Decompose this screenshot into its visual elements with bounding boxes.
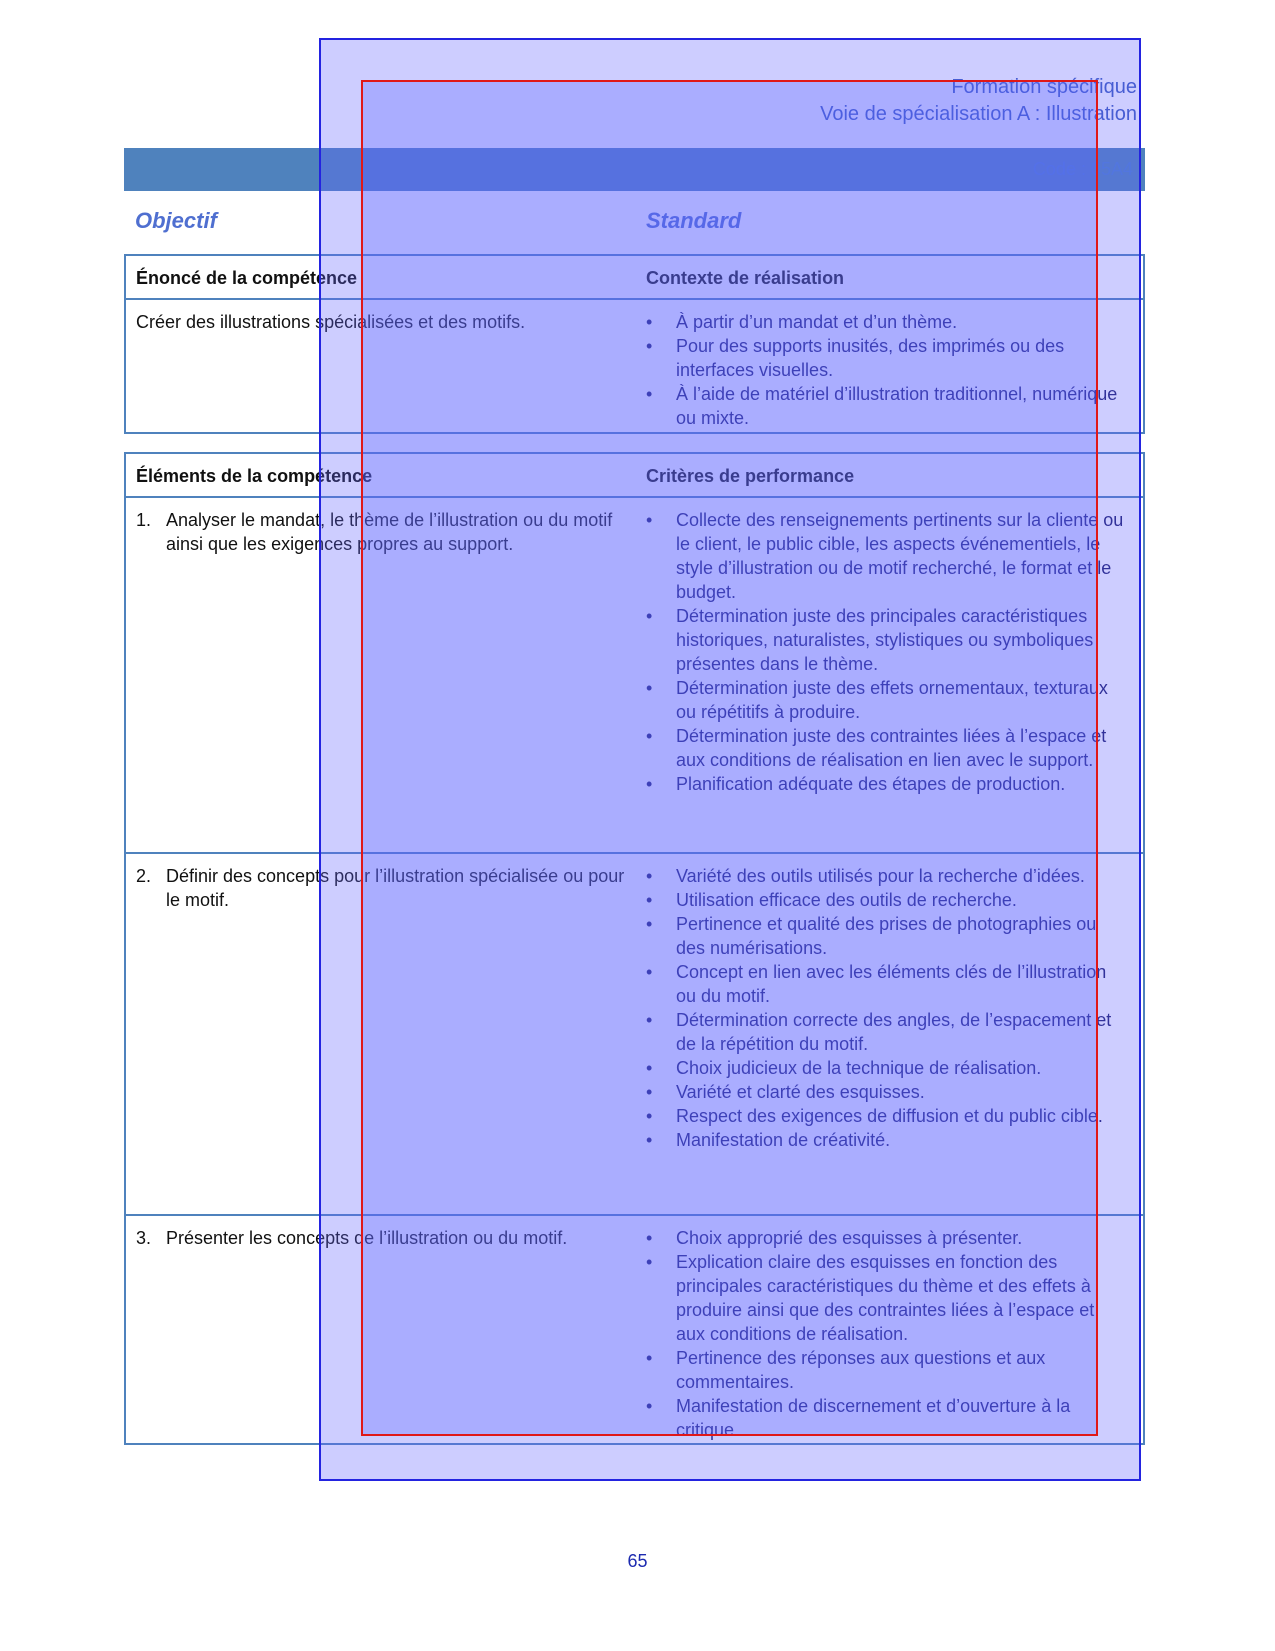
context-list [646, 310, 1126, 430]
header-line-2: Voie de spécialisation A : Illustration [820, 103, 1137, 125]
criteria-item: • Choix approprié des esquisses à présenter. [646, 1226, 1126, 1250]
competence-table-row [126, 300, 1143, 432]
element-text: Définir des concepts pour l’illustration spécialisée ou pour le motif. [166, 866, 625, 910]
context-item: • Pour des supports inusités, des imprimés ou des interfaces visuelles. [646, 334, 1126, 382]
criteria-item: • Choix judicieux de la technique de réalisation. [646, 1056, 1126, 1080]
criteria-item: • Collecte des renseignements pertinents sur la cliente ou le client, le public cible, les aspects événementiels, le style d’illustration ou de motif recherché, le format et le budget. [646, 508, 1126, 604]
header-line-1: Formation spécifique [951, 76, 1137, 98]
criteria-item: • Explication claire des esquisses en fonction des principales caractéristiques du thème et des effets à produire ainsi que des contraintes liées à l’espace et aux conditions de réalisation. [646, 1250, 1126, 1346]
criteria-item: • Respect des exigences de diffusion et du public cible. [646, 1104, 1126, 1128]
element-number: 1. [136, 510, 152, 530]
elements-heading: Éléments de la compétence [136, 466, 373, 486]
criteria-item: • Planification adéquate des étapes de production. [646, 772, 1126, 796]
document-header [820, 74, 1137, 128]
element-text: Analyser le mandat, le thème de l’illustration ou du motif ainsi que les exigences propres au support. [166, 510, 613, 554]
elements-table [124, 452, 1145, 1445]
elements-table-header [126, 454, 1143, 498]
criteria-list [646, 1226, 1126, 1442]
objectif-heading: Objectif [135, 208, 217, 233]
contexte-heading: Contexte de réalisation [646, 268, 845, 288]
criteria-item: • Pertinence des réponses aux questions et aux commentaires. [646, 1346, 1126, 1394]
code-bar [124, 148, 1145, 191]
criteria-item: • Détermination juste des principales caractéristiques historiques, naturalistes, stylistiques ou symboliques présentes dans le thème. [646, 604, 1126, 676]
enonce-heading: Énoncé de la compétence [136, 268, 358, 288]
criteria-item: • Pertinence et qualité des prises de photographies ou des numérisations. [646, 912, 1126, 960]
criteria-list [646, 508, 1126, 796]
criteria-item: • Détermination juste des contraintes liées à l’espace et aux conditions de réalisation en lien avec le support. [646, 724, 1126, 772]
criteria-item: • Manifestation de discernement et d’ouverture à la critique. [646, 1394, 1126, 1442]
criteria-item: • Concept en lien avec les éléments clés de l’illustration ou du motif. [646, 960, 1126, 1008]
element-number: 2. [136, 866, 152, 886]
criteria-item: • Manifestation de créativité. [646, 1128, 1126, 1152]
criteria-item: • Détermination juste des effets ornementaux, texturaux ou répétitifs à produire. [646, 676, 1126, 724]
competency-code: Code : 05A4 [1032, 159, 1133, 179]
competence-table-header [126, 256, 1143, 300]
element-text: Présenter les concepts de l’illustration ou du motif. [166, 1228, 568, 1248]
element-item [136, 1226, 636, 1250]
criteria-list [646, 864, 1126, 1152]
element-row-2 [126, 854, 1143, 1216]
criteria-item: • Utilisation efficace des outils de recherche. [646, 888, 1126, 912]
criteria-item: • Détermination correcte des angles, de l’espacement et de la répétition du motif. [646, 1008, 1126, 1056]
criteres-heading: Critères de performance [646, 466, 855, 486]
context-item: • À partir d’un mandat et d’un thème. [646, 310, 1126, 334]
criteria-item: • Variété et clarté des esquisses. [646, 1080, 1126, 1104]
context-item: • À l’aide de matériel d’illustration traditionnel, numérique ou mixte. [646, 382, 1126, 430]
criteria-item: • Variété des outils utilisés pour la recherche d’idées. [646, 864, 1126, 888]
element-row-3 [126, 1216, 1143, 1447]
element-item [136, 508, 636, 556]
section-headings [135, 208, 1135, 236]
standard-heading: Standard [646, 208, 742, 233]
element-number: 3. [136, 1228, 152, 1248]
competence-table [124, 254, 1145, 434]
competence-statement: Créer des illustrations spécialisées et des motifs. [136, 312, 526, 332]
element-item [136, 864, 636, 912]
element-row-1 [126, 498, 1143, 854]
page-number: 65 [627, 1551, 648, 1571]
